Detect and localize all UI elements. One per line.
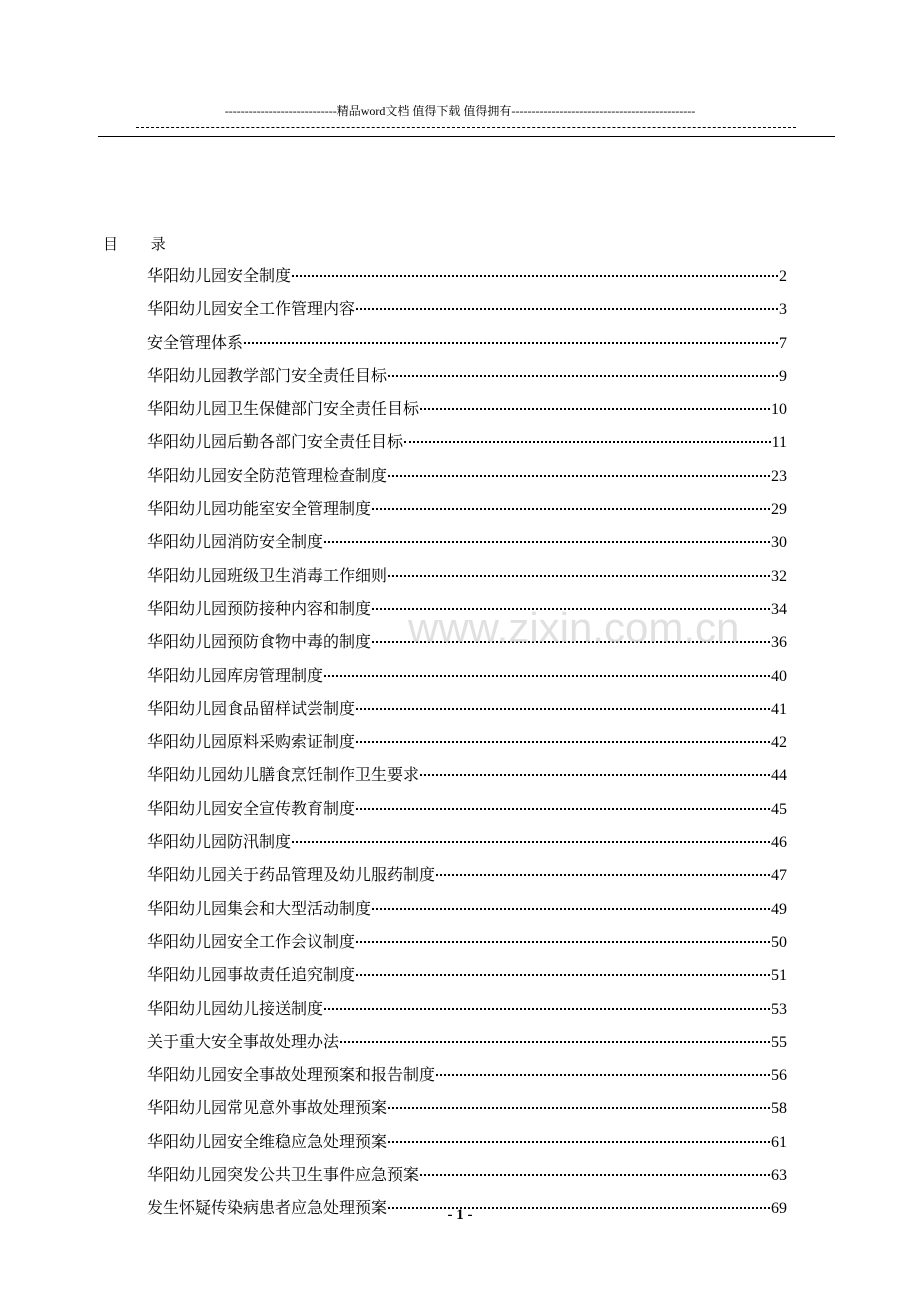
toc-entry[interactable] <box>147 958 787 991</box>
toc-entry[interactable] <box>147 1025 787 1058</box>
toc-entry[interactable] <box>147 792 787 825</box>
toc-dot-leader <box>244 342 778 344</box>
toc-dot-leader <box>356 974 770 976</box>
toc-entry-page: 10 <box>771 401 787 419</box>
toc-dot-leader <box>324 1008 770 1010</box>
toc-entry-page: 55 <box>771 1033 787 1051</box>
toc-dot-leader <box>356 808 770 810</box>
toc-entry[interactable] <box>147 992 787 1025</box>
toc-dot-leader <box>436 874 770 876</box>
toc-dot-leader <box>372 641 770 643</box>
toc-dot-leader <box>436 1074 770 1076</box>
toc-entry-title: 华阳幼儿园原料采购索证制度 <box>147 732 356 752</box>
toc-entry-title: 华阳幼儿园消防安全制度 <box>147 532 324 552</box>
toc-entry-page: 44 <box>771 767 787 785</box>
toc-dot-leader <box>388 475 770 477</box>
toc-entry-title: 华阳幼儿园教学部门安全责任目标 <box>147 365 388 385</box>
header-rule <box>98 136 835 137</box>
toc-entry-page: 2 <box>779 268 787 285</box>
toc-entry-title: 华阳幼儿园安全维稳应急处理预案 <box>147 1131 388 1151</box>
toc-dot-leader <box>292 275 778 277</box>
toc-entry-title: 华阳幼儿园幼儿膳食烹饪制作卫生要求 <box>147 765 420 785</box>
toc-entry[interactable] <box>147 525 787 558</box>
toc-entry[interactable] <box>147 625 787 658</box>
toc-dot-leader <box>420 1174 770 1176</box>
toc-dot-leader <box>356 308 778 310</box>
toc-entry[interactable] <box>147 459 787 492</box>
toc-entry-title: 华阳幼儿园食品留样试尝制度 <box>147 698 356 718</box>
toc-entry-page: 23 <box>771 467 787 485</box>
toc-dot-leader <box>324 541 770 543</box>
toc-entry[interactable] <box>147 659 787 692</box>
toc-entry[interactable] <box>147 825 787 858</box>
toc-list <box>147 259 787 1225</box>
toc-entry-page: 34 <box>771 600 787 618</box>
toc-entry[interactable] <box>147 392 787 425</box>
toc-entry-page: 45 <box>771 800 787 818</box>
toc-entry-title: 华阳幼儿园后勤各部门安全责任目标 <box>147 432 404 452</box>
toc-dot-leader <box>388 1107 770 1109</box>
toc-entry[interactable] <box>147 425 787 458</box>
toc-entry[interactable] <box>147 758 787 791</box>
toc-entry[interactable] <box>147 692 787 725</box>
toc-entry[interactable] <box>147 892 787 925</box>
toc-entry-page: 36 <box>771 634 787 652</box>
toc-entry-title: 华阳幼儿园库房管理制度 <box>147 665 324 685</box>
toc-entry-title: 关于重大安全事故处理办法 <box>147 1031 340 1051</box>
toc-entry-page: 58 <box>771 1100 787 1118</box>
toc-entry-page: 30 <box>771 534 787 552</box>
toc-dot-leader <box>420 408 770 410</box>
toc-dot-leader <box>356 708 770 710</box>
toc-entry[interactable] <box>147 326 787 359</box>
toc-dot-leader <box>372 608 770 610</box>
toc-dot-leader <box>420 774 770 776</box>
toc-entry[interactable] <box>147 592 787 625</box>
toc-entry-page: 3 <box>779 301 787 319</box>
toc-entry-page: 56 <box>771 1067 787 1085</box>
toc-entry-title: 华阳幼儿园班级卫生消毒工作细则 <box>147 565 388 585</box>
toc-entry[interactable] <box>147 1125 787 1158</box>
toc-entry-title: 华阳幼儿园事故责任追究制度 <box>147 965 356 985</box>
watermark: www.zixin.com.cn <box>408 604 740 651</box>
toc-entry[interactable] <box>147 559 787 592</box>
toc-dot-leader <box>372 508 770 510</box>
toc-entry-page: 69 <box>771 1200 787 1218</box>
toc-dot-leader <box>356 741 770 743</box>
toc-entry-title: 华阳幼儿园安全宣传教育制度 <box>147 798 356 818</box>
toc-entry-page: 42 <box>771 734 787 752</box>
toc-entry-page: 51 <box>771 967 787 985</box>
header-dashed-line <box>136 121 796 128</box>
toc-dot-leader <box>356 941 770 943</box>
toc-entry-title: 华阳幼儿园功能室安全管理制度 <box>147 499 372 519</box>
toc-entry-title: 华阳幼儿园常见意外事故处理预案 <box>147 1098 388 1118</box>
toc-entry-title: 华阳幼儿园安全防范管理检查制度 <box>147 465 388 485</box>
toc-entry-page: 29 <box>771 501 787 519</box>
toc-entry-page: 9 <box>779 367 787 385</box>
toc-entry[interactable] <box>147 359 787 392</box>
toc-entry[interactable] <box>147 1158 787 1191</box>
toc-dot-leader <box>340 1041 770 1043</box>
toc-dot-leader <box>388 575 770 577</box>
toc-entry-page: 47 <box>771 867 787 885</box>
toc-entry-page: 40 <box>771 667 787 685</box>
toc-entry-page: 49 <box>771 900 787 918</box>
toc-entry-title: 华阳幼儿园安全制度 <box>147 266 292 285</box>
toc-entry-title: 华阳幼儿园安全工作管理内容 <box>147 299 356 319</box>
toc-entry[interactable] <box>147 492 787 525</box>
toc-dot-leader <box>324 675 770 677</box>
toc-heading: 目 录 <box>103 235 180 253</box>
toc-entry-page: 7 <box>779 334 787 352</box>
toc-entry-title: 华阳幼儿园防汛制度 <box>147 832 292 852</box>
toc-entry-title: 安全管理体系 <box>147 332 244 352</box>
toc-entry-title: 华阳幼儿园卫生保健部门安全责任目标 <box>147 399 420 419</box>
toc-entry[interactable] <box>147 292 787 325</box>
toc-entry[interactable] <box>147 725 787 758</box>
toc-entry-page: 32 <box>771 567 787 585</box>
toc-entry-page: 63 <box>771 1167 787 1185</box>
toc-dot-leader <box>388 375 778 377</box>
toc-entry[interactable] <box>147 925 787 958</box>
toc-entry[interactable] <box>147 1091 787 1124</box>
page-number: - 1 - <box>447 1207 473 1223</box>
toc-entry[interactable] <box>147 259 787 292</box>
toc-dot-leader <box>404 441 771 443</box>
toc-entry-page: 41 <box>771 700 787 718</box>
toc-entry-page: 53 <box>771 1000 787 1018</box>
toc-entry-page: 11 <box>771 434 787 452</box>
toc-entry[interactable] <box>147 858 787 891</box>
toc-entry-title: 华阳幼儿园预防食物中毒的制度 <box>147 632 372 652</box>
toc-dot-leader <box>292 841 770 843</box>
toc-entry-title: 华阳幼儿园突发公共卫生事件应急预案 <box>147 1165 420 1185</box>
toc-entry-title: 华阳幼儿园关于药品管理及幼儿服药制度 <box>147 865 436 885</box>
toc-entry-title: 华阳幼儿园安全事故处理预案和报告制度 <box>147 1065 436 1085</box>
toc-entry[interactable] <box>147 1058 787 1091</box>
toc-entry-page: 50 <box>771 933 787 951</box>
toc-dot-leader <box>388 1141 770 1143</box>
toc-entry-title: 华阳幼儿园幼儿接送制度 <box>147 998 324 1018</box>
toc-dot-leader <box>372 908 770 910</box>
toc-entry-page: 46 <box>771 834 787 852</box>
header-text: ----------------------------精品word文档 值得下载 值得拥有---------------------------------------------- <box>224 104 696 118</box>
toc-entry-title: 华阳幼儿园预防接种内容和制度 <box>147 598 372 618</box>
toc-entry-title: 华阳幼儿园集会和大型活动制度 <box>147 898 372 918</box>
toc-entry-title: 发生怀疑传染病患者应急处理预案 <box>147 1198 388 1218</box>
toc-entry-title: 华阳幼儿园安全工作会议制度 <box>147 931 356 951</box>
toc-entry-page: 61 <box>771 1133 787 1151</box>
